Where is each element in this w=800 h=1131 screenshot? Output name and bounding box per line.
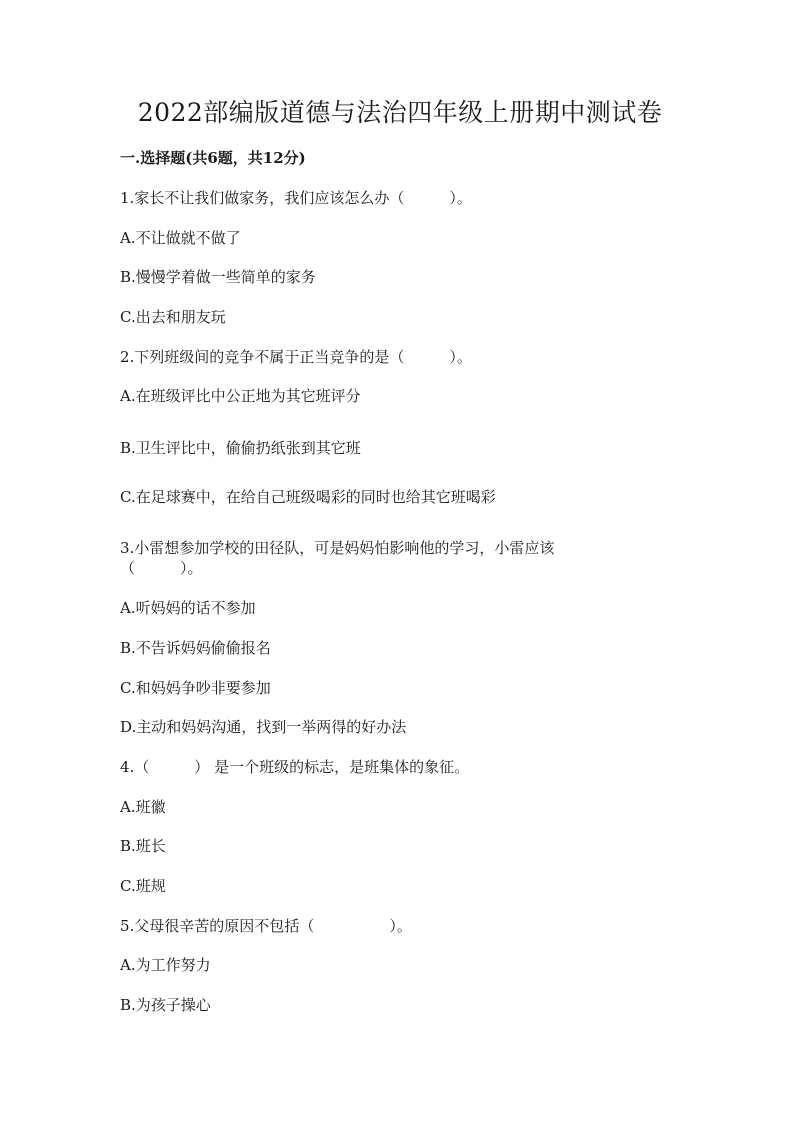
question-5-option-a: A.为工作努力 <box>120 956 211 974</box>
question-3-option-d: D.主动和妈妈沟通，找到一举两得的好办法 <box>120 718 407 736</box>
question-1-option-c: C.出去和朋友玩 <box>120 308 226 326</box>
page-title: 2022部编版道德与法治四年级上册期中测试卷 <box>137 98 663 127</box>
question-4-stem: 4.（ ） 是一个班级的标志，是班集体的象征。 <box>120 758 470 776</box>
question-2-option-b: B.卫生评比中，偷偷扔纸张到其它班 <box>120 439 361 457</box>
question-3-option-a: A.听妈妈的话不参加 <box>120 599 256 617</box>
question-3-option-c: C.和妈妈争吵非要参加 <box>120 679 271 697</box>
section-heading: 一.选择题(共6题，共12分) <box>120 149 306 167</box>
question-4-option-a: A.班徽 <box>120 798 166 816</box>
question-2-stem: 2.下列班级间的竞争不属于正当竞争的是（ ）。 <box>120 348 472 366</box>
question-3-option-b: B.不告诉妈妈偷偷报名 <box>120 639 271 657</box>
question-2-option-c: C.在足球赛中，在给自己班级喝彩的同时也给其它班喝彩 <box>120 488 496 506</box>
question-4-option-c: C.班规 <box>120 877 166 895</box>
question-3-stem-line-2: （ ）。 <box>120 559 203 577</box>
question-1-option-b: B.慢慢学着做一些简单的家务 <box>120 268 316 286</box>
question-1-stem: 1.家长不让我们做家务，我们应该怎么办（ ）。 <box>120 189 472 207</box>
question-4-option-b: B.班长 <box>120 837 166 855</box>
question-5-stem: 5.父母很辛苦的原因不包括（ ）。 <box>120 917 412 935</box>
question-3-stem-line-1: 3.小雷想参加学校的田径队，可是妈妈怕影响他的学习，小雷应该 <box>120 539 555 557</box>
question-1-option-a: A.不让做就不做了 <box>120 229 241 247</box>
question-2-option-a: A.在班级评比中公正地为其它班评分 <box>120 387 361 405</box>
question-5-option-b: B.为孩子操心 <box>120 996 211 1014</box>
